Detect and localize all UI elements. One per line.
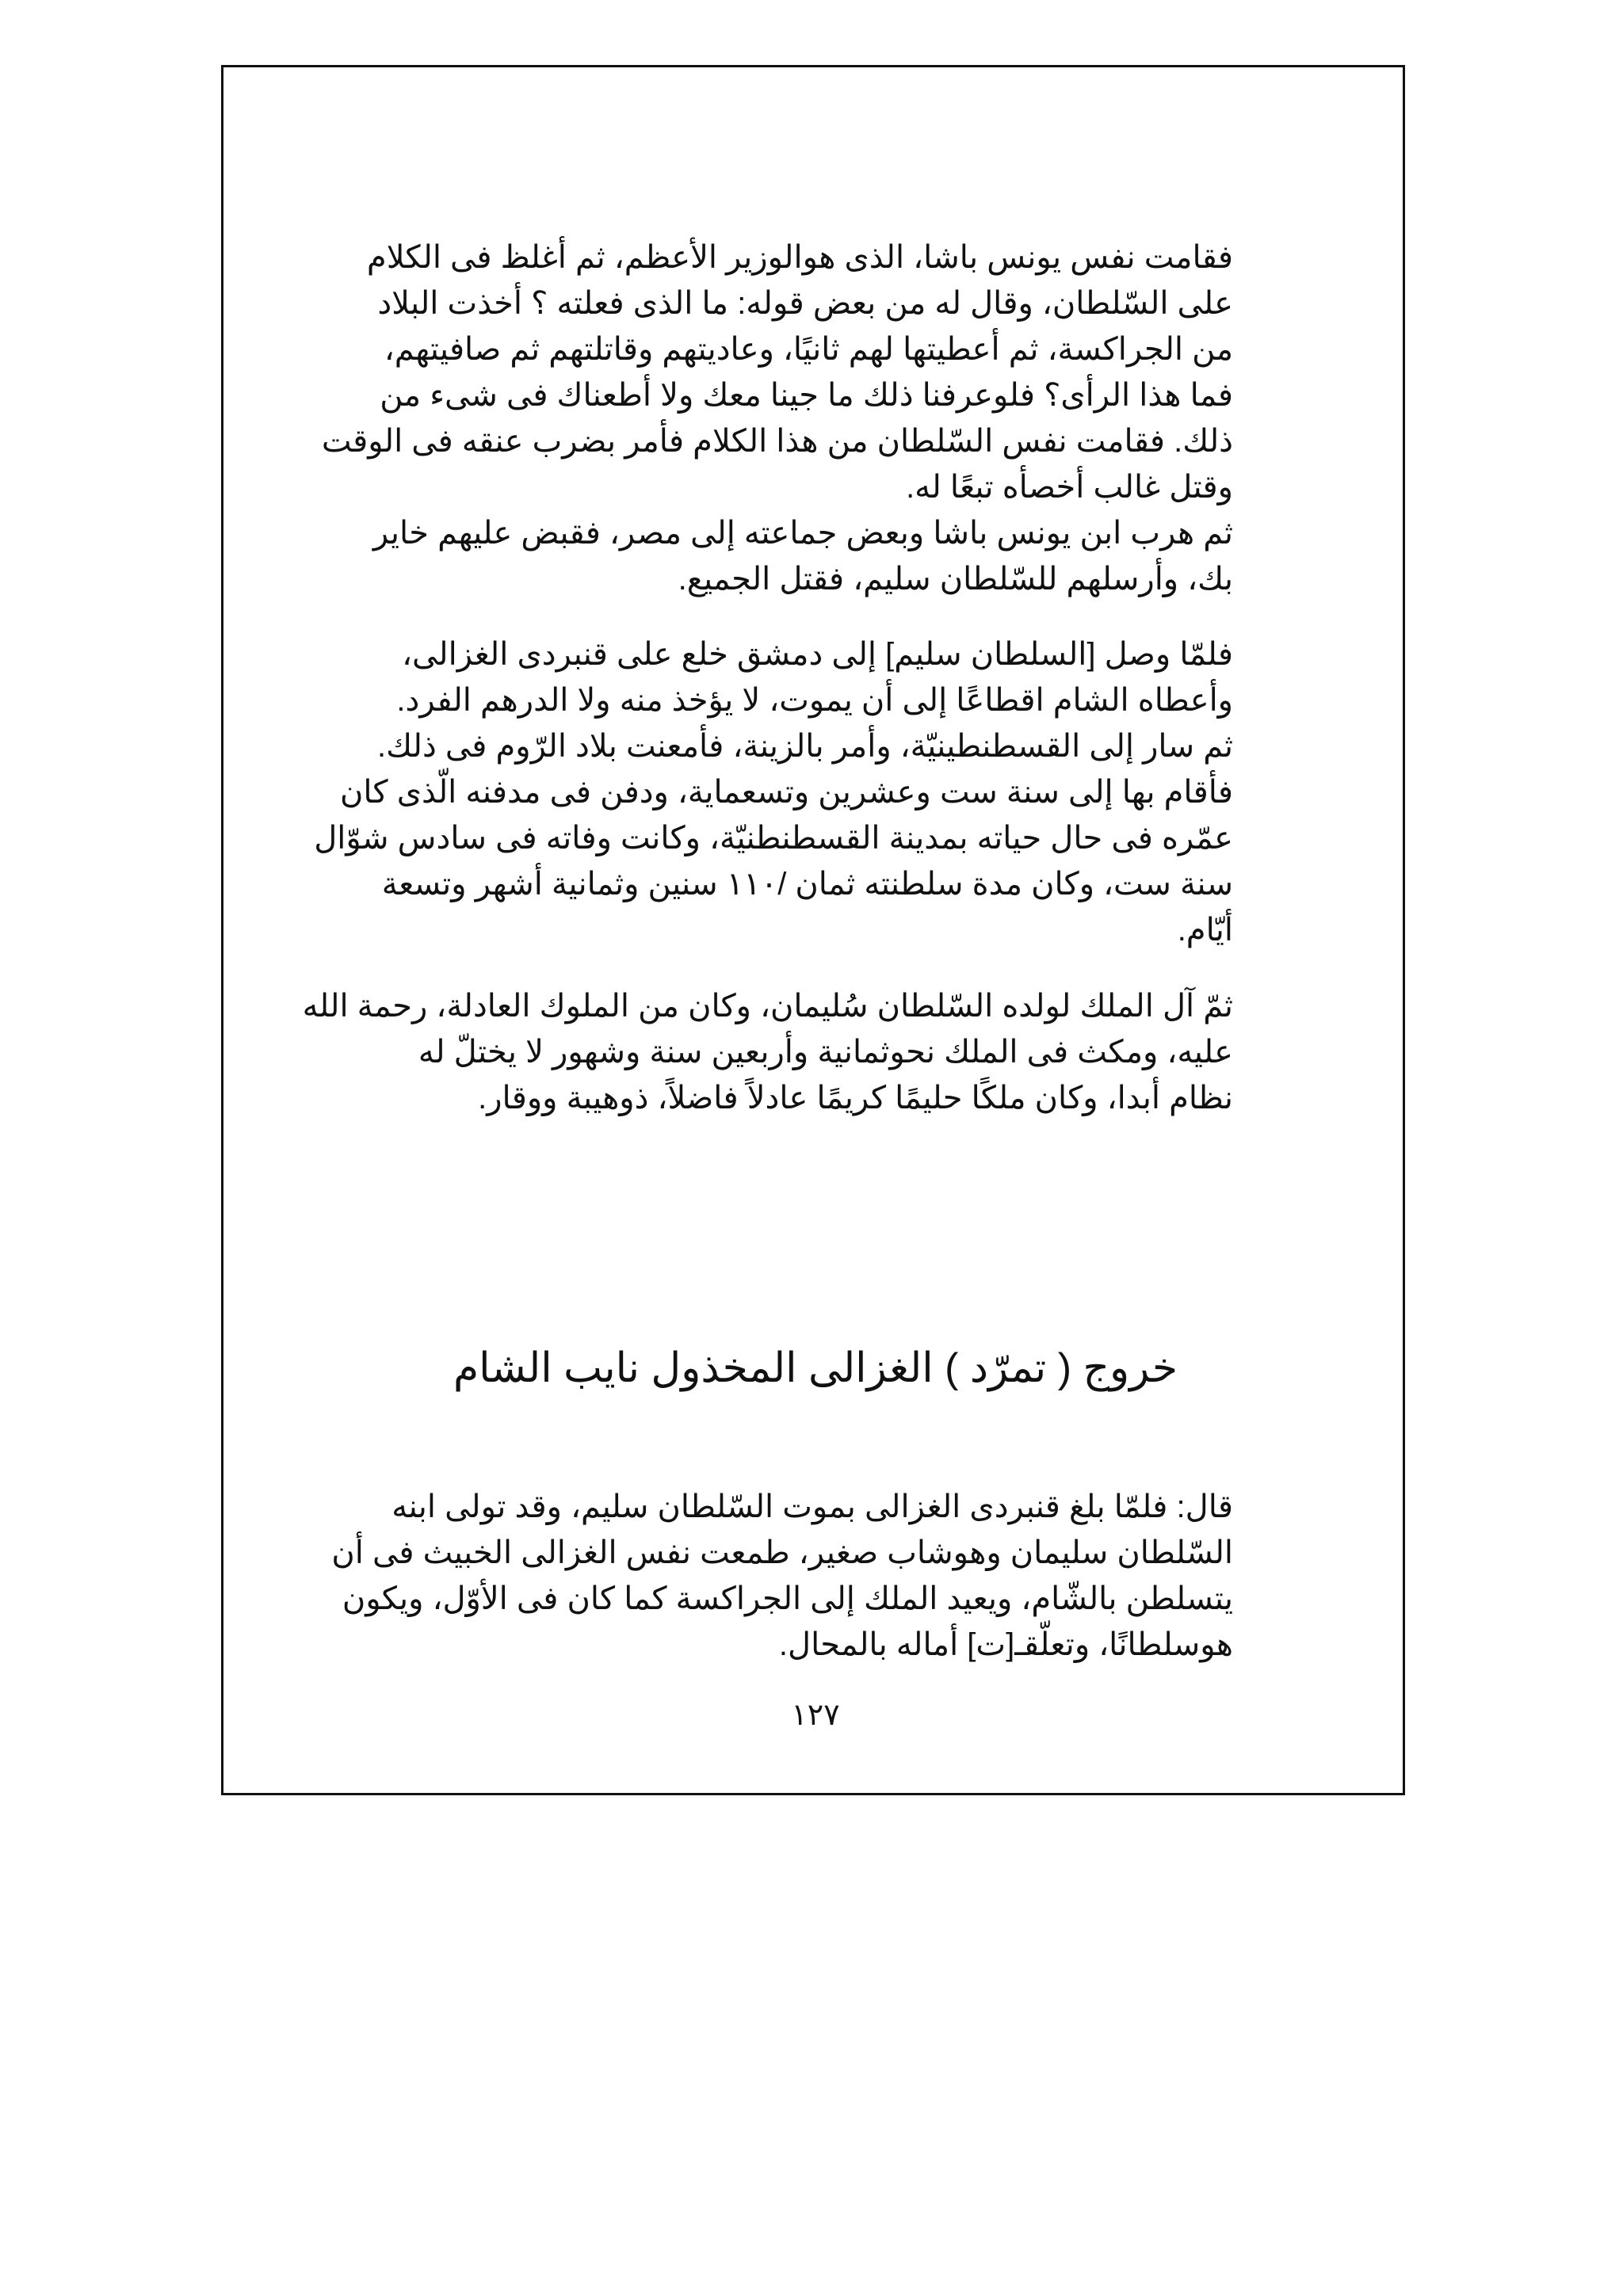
text-line: وقتل غالب أخصأه تبعًا له.: [906, 470, 1233, 505]
text-line: فأقام بها إلى سنة ست وعشرين وتسعماية، ودفن فى مدفنه الّذى كان: [339, 775, 1233, 810]
text-line: قال: فلمّا بلغ قنبردى الغزالى بموت السّلطان سليم، وقد تولى ابنه: [391, 1489, 1233, 1524]
text-line: سنة ست، وكان مدة سلطنته ثمان /١١٠ سنين وثمانية أشهر وتسعة: [381, 867, 1233, 902]
text-line: وأعطاه الشام اقطاعًا إلى أن يموت، لا يؤخذ منه ولا الدرهم الفرد.: [396, 683, 1233, 718]
paragraph-3: [302, 983, 1233, 1121]
text-line: من الجراكسة، ثم أعطيتها لهم ثانيًا، وعاديتهم وقاتلتهم ثم صافيتهم،: [384, 332, 1233, 367]
text-line: ثم سار إلى القسطنطينيّة، وأمر بالزينة، فأمعنت بلاد الرّوم فى ذلك.: [376, 729, 1233, 764]
text-line: فما هذا الرأى؟ فلوعرفنا ذلك ما جينا معك ولا أطعناك فى شىء من: [380, 378, 1233, 413]
text-line: أيّام.: [1177, 913, 1233, 948]
section-heading: خروج ( تمرّد ) الغزالى المخذول نايب الشام: [453, 1345, 1178, 1391]
paragraph-1: [321, 235, 1233, 602]
text-line: فقامت نفس يونس باشا، الذى هوالوزير الأعظم، ثم أغلظ فى الكلام: [366, 240, 1233, 275]
text-line: فلمّا وصل [السلطان سليم] إلى دمشق خلع على قنبردى الغزالى،: [402, 637, 1233, 672]
text-line: عمّره فى حال حياته بمدينة القسطنطنيّة، وكانت وفاته فى سادس شوّال: [314, 821, 1233, 856]
text-line: ثم هرب ابن يونس باشا وبعض جماعته إلى مصر، فقبض عليهم خاير: [372, 516, 1233, 551]
text-line: ذلك. فقامت نفس السّلطان من هذا الكلام فأمر بضرب عنقه فى الوقت: [321, 424, 1233, 459]
section-paragraph: [331, 1484, 1233, 1668]
text-line: بك، وأرسلهم للسّلطان سليم، فقتل الجميع.: [678, 562, 1233, 597]
page-number: ١٢٧: [791, 1699, 840, 1732]
text-line: على السّلطان، وقال له من بعض قوله: ما الذى فعلته ؟ أخذت البلاد: [377, 286, 1233, 321]
text-line: نظام أبدا، وكان ملكًا حليمًا كريمًا عادلاً فاضلاً، ذوهيبة ووقار.: [478, 1081, 1233, 1116]
text-line: السّلطان سليمان وهوشاب صغير، طمعت نفس الغزالى الخبيث فى أن: [331, 1535, 1233, 1570]
text-line: هوسلطانًا، وتعلّقـ[ت] أماله بالمحال.: [778, 1627, 1233, 1662]
text-line: عليه، ومكث فى الملك نحوثمانية وأربعين سنة وشهور لا يختلّ له: [418, 1035, 1233, 1070]
paragraph-2: [314, 631, 1233, 953]
text-line: يتسلطن بالشّام، ويعيد الملك إلى الجراكسة كما كان فى الأوّل، ويكون: [342, 1581, 1233, 1616]
text-line: ثمّ آل الملك لولده السّلطان سُليمان، وكان من الملوك العادلة، رحمة الله: [302, 989, 1233, 1024]
